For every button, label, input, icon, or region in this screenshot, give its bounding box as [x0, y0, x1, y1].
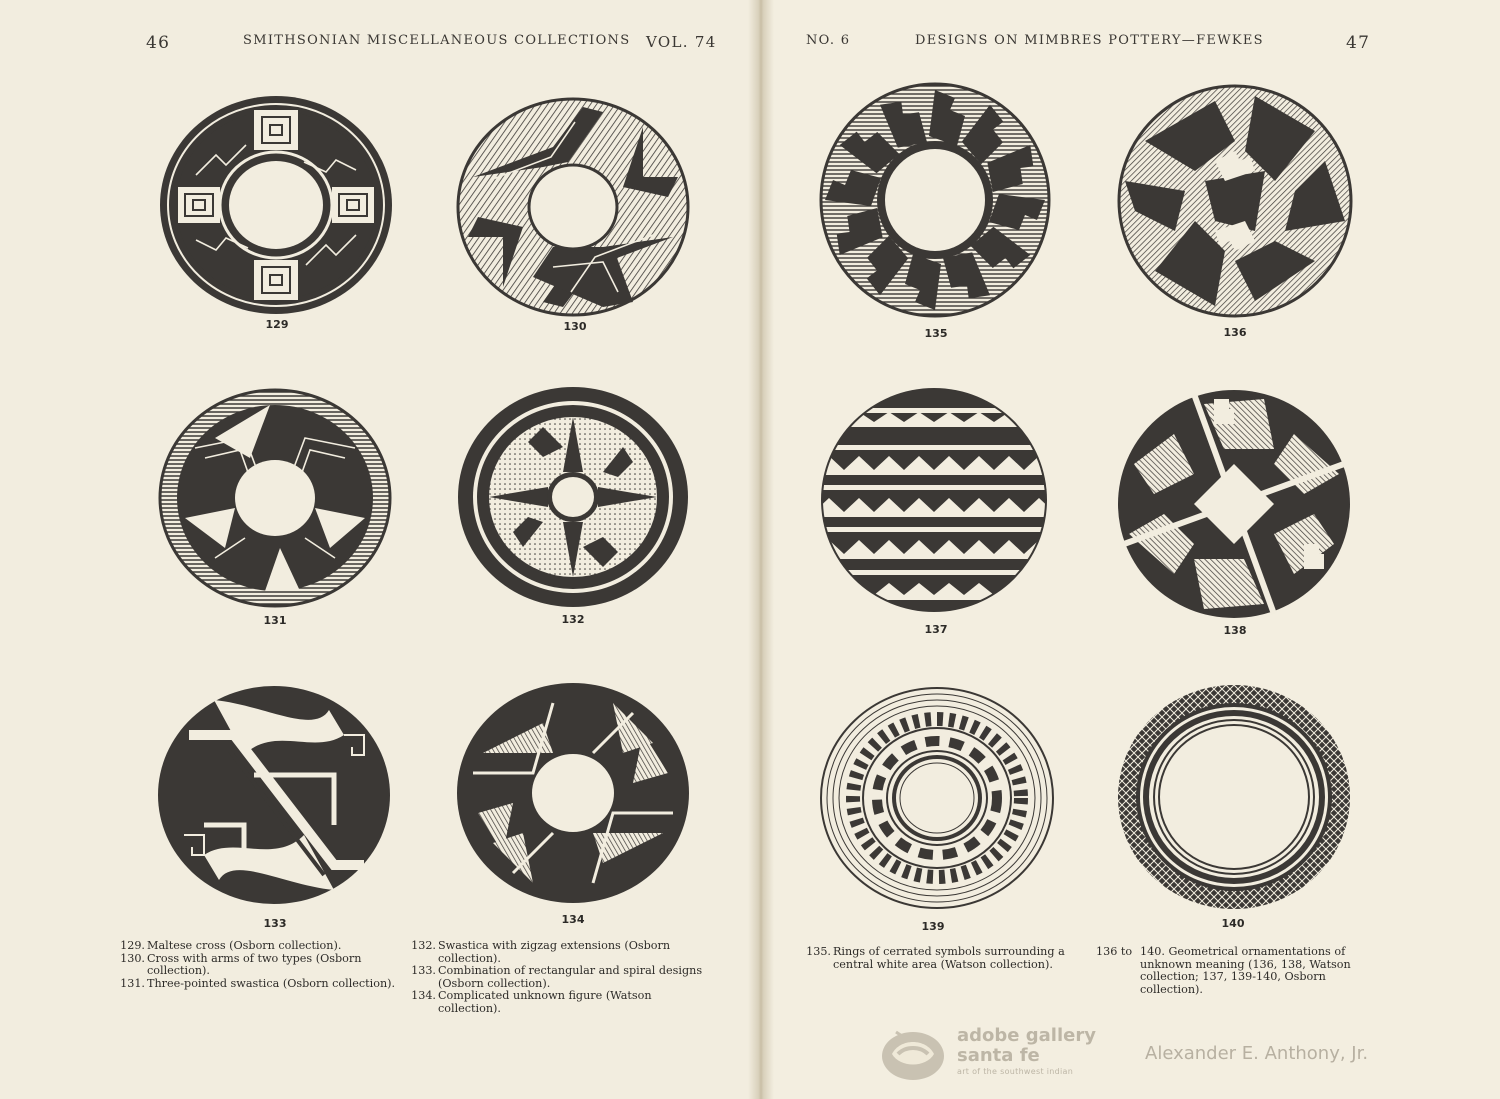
captions-right-col2 [1096, 946, 1368, 996]
watermark-brand [957, 1026, 1096, 1066]
left-page-number: 46 [146, 33, 171, 53]
figure-label: 131 [263, 614, 287, 627]
right-page-number: 47 [1346, 33, 1371, 53]
right-number-label: NO. 6 [806, 33, 851, 48]
right-running-head: DESIGNS ON MIMBRES POTTERY—FEWKES [915, 33, 1264, 48]
figure-label: 130 [563, 320, 587, 333]
caption: 134. Complicated unknown figure (Watson collection). [411, 989, 652, 1015]
captions-left-col1 [117, 940, 417, 990]
figure-label: 133 [263, 917, 287, 930]
figure-135-bowl [818, 81, 1052, 319]
caption: 131. Three-pointed swastica (Osborn collection). [120, 976, 396, 990]
figure-label: 136 [1223, 326, 1247, 339]
brand-line-2: santa fe [957, 1045, 1040, 1066]
figure-136-bowl [1116, 83, 1354, 319]
figure-131-bowl [157, 388, 393, 608]
figure-134-bowl [455, 680, 691, 906]
caption: 130. Cross with arms of two types (Osborn collection). [120, 951, 362, 978]
figure-label: 137 [924, 623, 948, 636]
adobe-gallery-logo-icon [880, 1024, 946, 1086]
captions-left-col2 [408, 940, 708, 1016]
figure-label: 134 [561, 913, 585, 926]
caption: 132. Swastica with zigzag extensions (Osborn collection). [411, 939, 671, 965]
figure-139-bowl [818, 685, 1056, 911]
figure-label: 140 [1221, 917, 1245, 930]
caption: 136 to 140. Geometrical ornamentations of unknown meaning (136, 138, Watson collection; 137, 139-140, Osborn collection). [1096, 945, 1351, 996]
figure-137-bowl [818, 385, 1050, 615]
figure-140-bowl [1115, 682, 1353, 912]
figure-label: 139 [921, 920, 945, 933]
book-gutter [748, 0, 774, 1099]
caption: 133. Combination of rectangular and spiral designs (Osborn collection). [411, 964, 703, 990]
caption: 135. Rings of cerrated symbols surrounding a central white area (Watson collection). [806, 945, 1065, 971]
figure-label: 132 [561, 613, 585, 626]
brand-line-1: adobe gallery [957, 1025, 1096, 1046]
figure-133-bowl [156, 684, 392, 906]
figure-130-bowl [455, 97, 691, 317]
photographer-credit: Alexander E. Anthony, Jr. [1145, 1043, 1369, 1064]
figure-label: 138 [1223, 624, 1247, 637]
figure-138-bowl [1115, 387, 1353, 621]
figure-129-bowl [158, 94, 394, 316]
figure-label: 129 [265, 318, 289, 331]
figure-label: 135 [924, 327, 948, 340]
left-volume: VOL. 74 [646, 33, 717, 51]
captions-right-col1 [803, 946, 1073, 971]
figure-132-bowl [455, 384, 691, 610]
left-running-head: SMITHSONIAN MISCELLANEOUS COLLECTIONS [243, 33, 631, 48]
watermark-tagline: art of the southwest indian [957, 1067, 1074, 1076]
caption: 129. Maltese cross (Osborn collection). [120, 939, 342, 952]
